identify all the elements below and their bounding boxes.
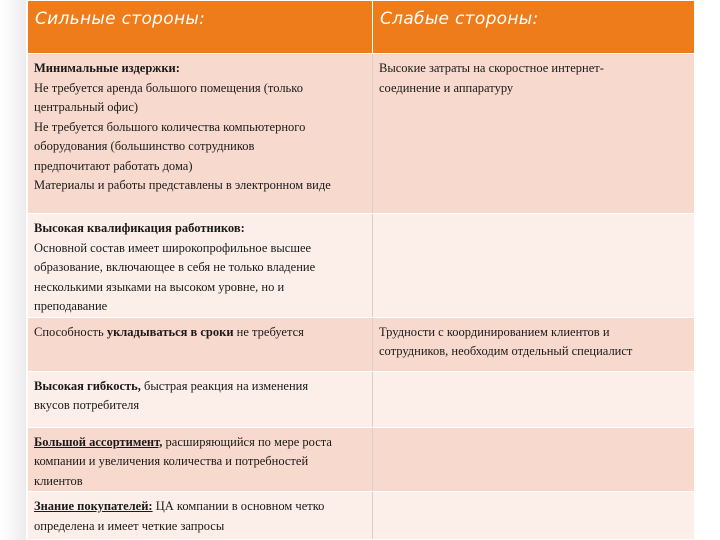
strength-line: оборудования (большинство сотрудников bbox=[34, 139, 255, 153]
strength-title: Высокая квалификация работников: bbox=[34, 221, 245, 235]
strength-line: компании и увеличения количества и потребностей bbox=[34, 454, 309, 468]
strength-line: клиентов bbox=[34, 473, 83, 488]
strength-line: несколькими языками на высоком уровне, но и bbox=[34, 279, 285, 294]
strengths-header: Сильные стороны: bbox=[28, 1, 373, 54]
weakness-line: Высокие затраты на скоростное интернет- bbox=[379, 61, 604, 75]
strength-cell bbox=[28, 427, 373, 492]
table-row bbox=[28, 54, 695, 214]
weakness-line: соединение и аппаратуру bbox=[379, 80, 514, 95]
strength-line: определена и имеет четкие запросы bbox=[34, 518, 225, 533]
weakness-line: сотрудников, необходим отдельный специалист bbox=[379, 344, 633, 358]
strength-bold-text: Большой ассортимент, bbox=[34, 434, 163, 449]
strength-cell bbox=[28, 214, 373, 318]
swot-table bbox=[27, 0, 695, 540]
strength-line: преподавание bbox=[34, 299, 108, 313]
weaknesses-header: Слабые стороны: bbox=[373, 1, 695, 54]
strength-line: Не требуется аренда большого помещения (только bbox=[34, 80, 303, 95]
strength-bold-text: Высокая гибкость, bbox=[34, 378, 141, 393]
strength-line: Основной состав имеет широкопрофильное высшее bbox=[34, 240, 312, 255]
table-row bbox=[28, 492, 695, 540]
table-row bbox=[28, 371, 695, 427]
strength-text: быстрая реакция на изменения bbox=[140, 378, 309, 393]
strength-cell bbox=[28, 317, 373, 371]
strength-line: образование, включающее в себя не только владение bbox=[34, 260, 316, 274]
strength-text: Способность bbox=[34, 324, 107, 339]
strength-line: Материалы и работы представлены в электронном виде bbox=[34, 178, 331, 192]
table-row bbox=[28, 317, 695, 371]
strength-bold-text: Знание покупателей: bbox=[34, 499, 153, 513]
weakness-cell bbox=[373, 54, 695, 214]
strength-title: Минимальные издержки: bbox=[34, 61, 180, 75]
strength-cell bbox=[28, 54, 373, 214]
strength-text: расширяющийся по мере роста bbox=[162, 434, 332, 449]
slide-left-bar bbox=[0, 0, 26, 540]
table-row bbox=[28, 214, 695, 318]
weakness-line: Трудности с координированием клиентов и bbox=[379, 324, 610, 339]
table-row bbox=[28, 427, 695, 492]
strength-line: предпочитают работать дома) bbox=[34, 158, 193, 173]
weakness-cell bbox=[373, 317, 695, 371]
weakness-cell bbox=[373, 214, 695, 318]
strength-text: не требуется bbox=[233, 324, 304, 339]
header-row bbox=[28, 1, 695, 54]
strength-line: вкусов потребителя bbox=[34, 398, 140, 412]
strength-line: Не требуется большого количества компьютерного bbox=[34, 119, 306, 134]
strength-line: центральный офис) bbox=[34, 100, 139, 114]
weakness-cell bbox=[373, 427, 695, 492]
strength-cell bbox=[28, 371, 373, 427]
strength-bold-text: укладываться в сроки bbox=[106, 324, 234, 339]
strength-text: ЦА компании в основном четко bbox=[152, 499, 325, 513]
strength-cell bbox=[28, 492, 373, 540]
weakness-cell bbox=[373, 371, 695, 427]
weakness-cell bbox=[373, 492, 695, 540]
